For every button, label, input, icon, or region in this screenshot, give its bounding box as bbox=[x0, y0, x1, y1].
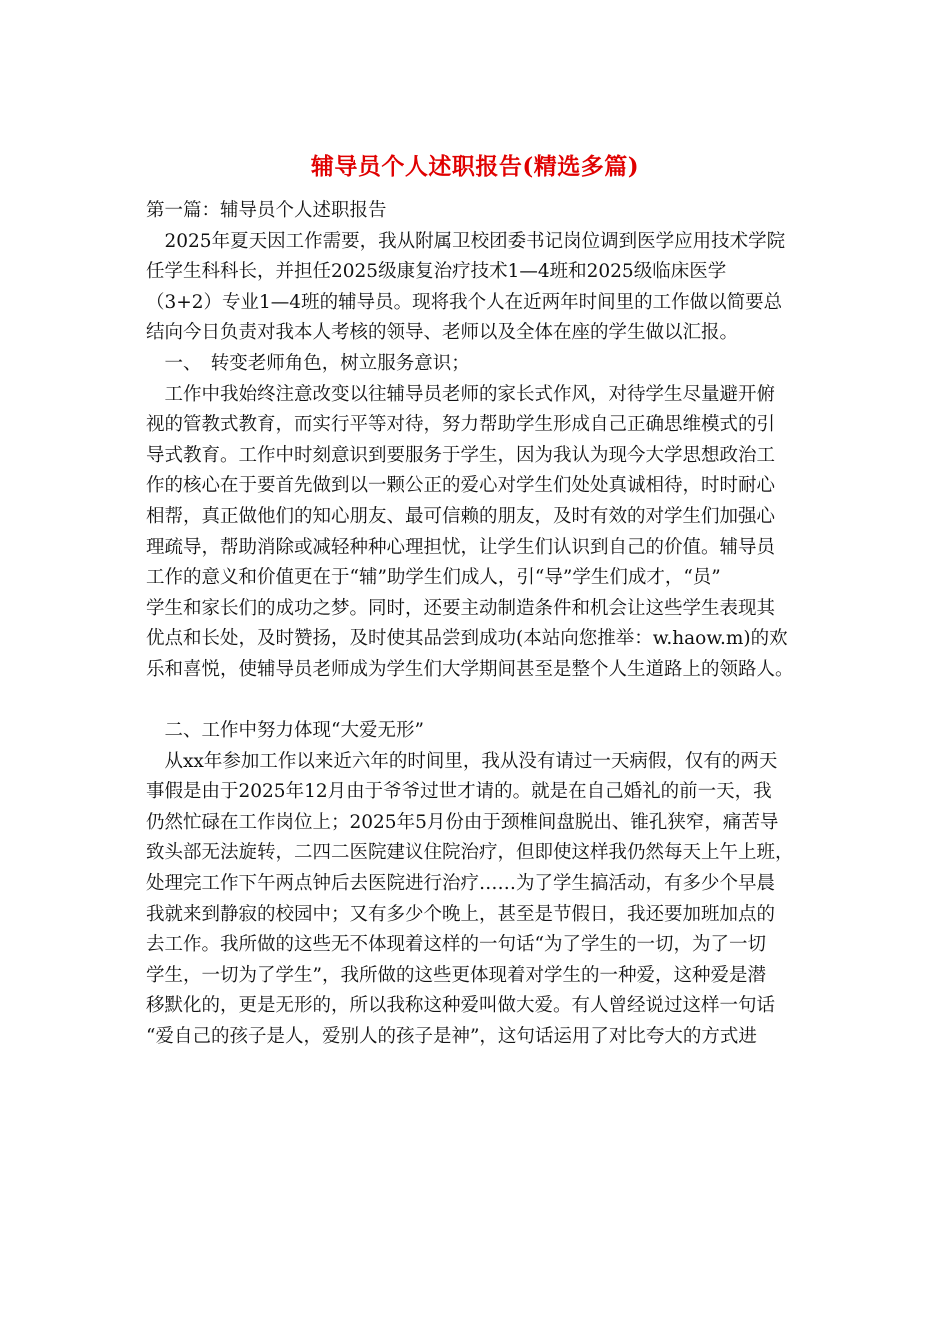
paragraph-line: 视的管教式教育，而实行平等对待，努力帮助学生形成自己正确思维模式的引 bbox=[146, 414, 776, 436]
paragraph-line: 理疏导，帮助消除或减轻种种心理担忧，让学生们认识到自己的价值。辅导员 bbox=[146, 536, 776, 558]
paragraph-line: （3+2）专业1—4班的辅导员。现将我个人在近两年时间里的工作做以简要总 bbox=[146, 291, 783, 313]
section-heading: 第一篇：辅导员个人述职报告 bbox=[146, 200, 387, 221]
paragraph-line: 移默化的，更是无形的，所以我称这种爱叫做大爱。有人曾经说过这样一句话 bbox=[146, 995, 776, 1017]
paragraph-line: “爱自己的孩子是人，爱别人的孩子是神”，这句话运用了对比夸大的方式进 bbox=[146, 1026, 757, 1048]
paragraph-line: 2025年夏天因工作需要，我从附属卫校团委书记岗位调到医学应用技术学院 bbox=[146, 230, 786, 252]
paragraph-line: 致头部无法旋转，二四二医院建议住院治疗，但即使这样我仍然每天上午上班， bbox=[146, 842, 794, 864]
paragraph-line: 去工作。我所做的这些无不体现着这样的一句话“为了学生的一切，为了一切 bbox=[146, 934, 766, 956]
paragraph-line: 从xx年参加工作以来近六年的时间里，我从没有请过一天病假，仅有的两天 bbox=[146, 750, 778, 772]
paragraph-line: 导式教育。工作中时刻意识到要服务于学生，因为我认为现今大学思想政治工 bbox=[146, 444, 776, 466]
paragraph-line: 工作的意义和价值更在于“辅”助学生们成人，引“导”学生们成才，“员” bbox=[146, 567, 721, 589]
paragraph-line: 处理完工作下午两点钟后去医院进行治疗……为了学生搞活动，有多少个早晨 bbox=[146, 873, 776, 895]
paragraph-line: 事假是由于2025年12月由于爷爷过世才请的。就是在自己婚礼的前一天，我 bbox=[146, 781, 772, 803]
blank-line bbox=[146, 686, 810, 717]
paragraph-line: 作的核心在于要首先做到以一颗公正的爱心对学生们处处真诚相待，时时耐心 bbox=[146, 475, 776, 497]
paragraph-line: 我就来到静寂的校园中；又有多少个晚上，甚至是节假日，我还要加班加点的 bbox=[146, 903, 776, 925]
document-title: 辅导员个人述职报告(精选多篇) bbox=[310, 153, 640, 180]
paragraph-line: 任学生科科长，并担任2025级康复治疗技术1—4班和2025级临床医学 bbox=[146, 261, 727, 283]
paragraph-line: 学生和家长们的成功之梦。同时，还要主动制造条件和机会让这些学生表现其 bbox=[146, 597, 776, 619]
paragraph-line: 优点和长处，及时赞扬，及时使其品尝到成功(本站向您推举：w.haow.m)的欢 bbox=[146, 628, 788, 650]
document-body bbox=[146, 196, 810, 1053]
paragraph-line: 结向今日负责对我本人考核的领导、老师以及全体在座的学生做以汇报。 bbox=[146, 322, 739, 344]
paragraph-line: 学生，一切为了学生”，我所做的这些更体现着对学生的一种爱，这种爱是潜 bbox=[146, 964, 766, 986]
paragraph-line: 乐和喜悦，使辅导员老师成为学生们大学期间甚至是整个人生道路上的领路人。 bbox=[146, 658, 794, 680]
paragraph-line: 仍然忙碌在工作岗位上；2025年5月份由于颈椎间盘脱出、锥孔狭窄，痛苦导 bbox=[146, 811, 779, 833]
paragraph-line: 工作中我始终注意改变以往辅导员老师的家长式作风，对待学生尽量避开俯 bbox=[146, 383, 776, 405]
subsection-heading: 一、 转变老师角色，树立服务意识； bbox=[146, 352, 470, 374]
subsection-heading: 二、工作中努力体现“大爱无形” bbox=[146, 720, 424, 742]
paragraph-line: 相帮，真正做他们的知心朋友、最可信赖的朋友，及时有效的对学生们加强心 bbox=[146, 505, 776, 527]
